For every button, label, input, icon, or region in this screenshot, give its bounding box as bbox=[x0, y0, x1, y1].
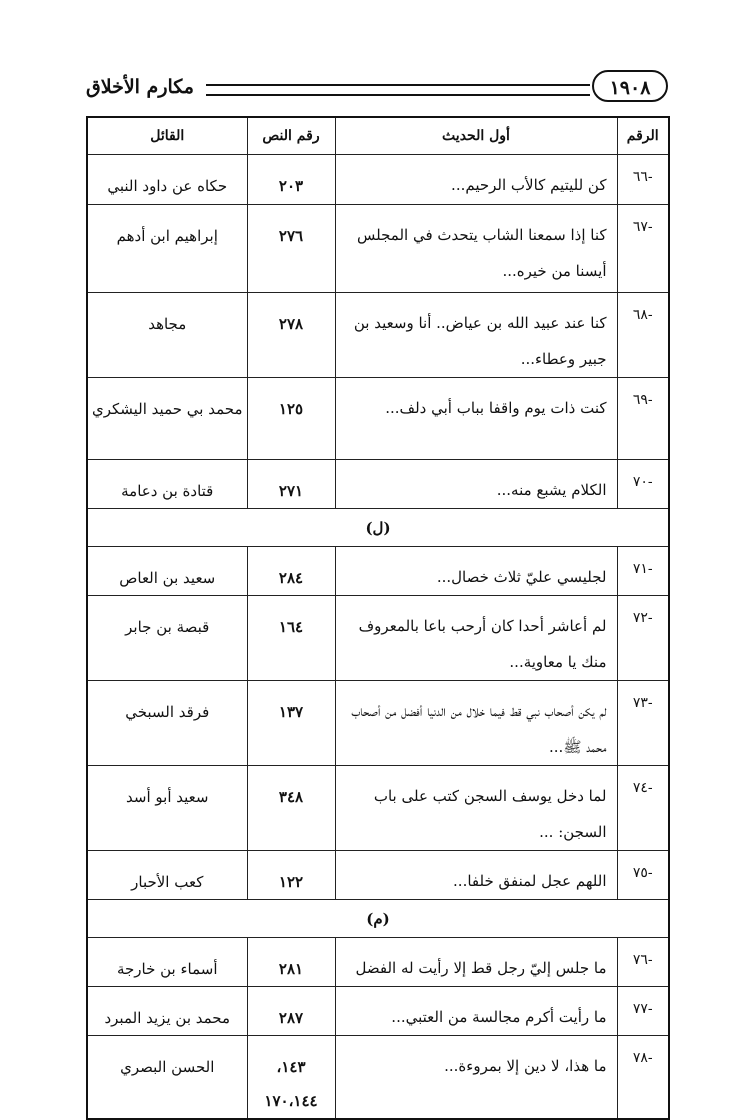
row-sayer: محمد بن يزيد المبرد bbox=[87, 987, 247, 1036]
row-ref: ١٣٧ bbox=[247, 681, 335, 766]
row-sayer: قتادة بن دعامة bbox=[87, 460, 247, 509]
row-num: -٧٦ bbox=[617, 938, 669, 987]
row-num: -٧٥ bbox=[617, 851, 669, 900]
row-first: ما هذا، لا دين إلا بمروءة... bbox=[335, 1036, 617, 1120]
row-sayer: سعيد أبو أسد bbox=[87, 766, 247, 851]
row-ref: ١٤٣، ١٧٠،١٤٤ bbox=[247, 1036, 335, 1120]
row-ref: ٢٧١ bbox=[247, 460, 335, 509]
section-row-lam bbox=[87, 509, 669, 547]
col-header-num: الرقم bbox=[617, 117, 669, 155]
row-sayer: الحسن البصري bbox=[87, 1036, 247, 1120]
row-first: لم أعاشر أحدا كان أرحب باعا بالمعروف منك يا معاوية... bbox=[335, 596, 617, 681]
row-first: لجليسي عليّ ثلاث خصال... bbox=[335, 547, 617, 596]
row-num: -٦٦ bbox=[617, 155, 669, 205]
row-num: -٧٤ bbox=[617, 766, 669, 851]
row-sayer: سعيد بن العاص bbox=[87, 547, 247, 596]
row-num: -٧٨ bbox=[617, 1036, 669, 1120]
table-row bbox=[87, 681, 669, 766]
row-sayer: حكاه عن داود النبي bbox=[87, 155, 247, 205]
table-row bbox=[87, 596, 669, 681]
row-num: -٧١ bbox=[617, 547, 669, 596]
row-num: -٧٧ bbox=[617, 987, 669, 1036]
table-row bbox=[87, 851, 669, 900]
row-first: ما رأيت أكرم مجالسة من العتبي... bbox=[335, 987, 617, 1036]
col-header-sayer: القائل bbox=[87, 117, 247, 155]
col-header-ref: رقم النص bbox=[247, 117, 335, 155]
page-header bbox=[86, 68, 668, 108]
row-num: -٦٧ bbox=[617, 205, 669, 293]
row-ref: ٢٧٦ bbox=[247, 205, 335, 293]
row-first: اللهم عجل لمنفق خلفا... bbox=[335, 851, 617, 900]
table-row bbox=[87, 205, 669, 293]
table-row bbox=[87, 293, 669, 378]
table-header-row bbox=[87, 117, 669, 155]
row-sayer: كعب الأحبار bbox=[87, 851, 247, 900]
table-row bbox=[87, 1036, 669, 1120]
table-row bbox=[87, 460, 669, 509]
row-sayer: إبراهيم ابن أدهم bbox=[87, 205, 247, 293]
header-rule bbox=[206, 84, 590, 96]
row-sayer: مجاهد bbox=[87, 293, 247, 378]
section-row-mim bbox=[87, 900, 669, 938]
row-num: -٧٣ bbox=[617, 681, 669, 766]
table-row bbox=[87, 766, 669, 851]
row-ref: ٢٨٤ bbox=[247, 547, 335, 596]
row-first: لم يكن أصحاب نبي قط فيما خلال من الدنيا أفضل من أصحاب محمد ﷺ... bbox=[335, 681, 617, 766]
row-first: كن لليتيم كالأب الرحيم... bbox=[335, 155, 617, 205]
table-row bbox=[87, 547, 669, 596]
table-row bbox=[87, 378, 669, 460]
row-sayer: محمد بي حميد اليشكري bbox=[87, 378, 247, 460]
row-ref: ٢٠٣ bbox=[247, 155, 335, 205]
row-sayer: قبصة بن جابر bbox=[87, 596, 247, 681]
row-sayer: فرقد السبخي bbox=[87, 681, 247, 766]
col-header-first: أول الحديث bbox=[335, 117, 617, 155]
row-first: كنا عند عبيد الله بن عياض.. أنا وسعيد بن جبير وعطاء... bbox=[335, 293, 617, 378]
table-row bbox=[87, 155, 669, 205]
row-first: الكلام يشبع منه... bbox=[335, 460, 617, 509]
row-num: -٦٨ bbox=[617, 293, 669, 378]
book-title: مكارم الأخلاق bbox=[86, 76, 194, 98]
row-ref: ١٢٢ bbox=[247, 851, 335, 900]
row-ref: ٢٨١ bbox=[247, 938, 335, 987]
row-num: -٧٢ bbox=[617, 596, 669, 681]
section-heading: (م) bbox=[87, 900, 669, 938]
row-first: ما جلس إليّ رجل قط إلا رأيت له الفضل bbox=[335, 938, 617, 987]
row-ref: ١٢٥ bbox=[247, 378, 335, 460]
row-ref: ٢٧٨ bbox=[247, 293, 335, 378]
table-row bbox=[87, 987, 669, 1036]
row-first: كنا إذا سمعنا الشاب يتحدث في المجلس أيسنا من خيره... bbox=[335, 205, 617, 293]
row-ref: ٣٤٨ bbox=[247, 766, 335, 851]
row-first: كنت ذات يوم واقفا بباب أبي دلف... bbox=[335, 378, 617, 460]
section-heading: (ل) bbox=[87, 509, 669, 547]
row-num: -٧٠ bbox=[617, 460, 669, 509]
row-ref: ٢٨٧ bbox=[247, 987, 335, 1036]
table-row bbox=[87, 938, 669, 987]
row-ref: ١٦٤ bbox=[247, 596, 335, 681]
index-table bbox=[86, 116, 670, 1120]
row-sayer: أسماء بن خارجة bbox=[87, 938, 247, 987]
page-number: ١٩٠٨ bbox=[592, 70, 668, 102]
row-num: -٦٩ bbox=[617, 378, 669, 460]
row-first: لما دخل يوسف السجن كتب على باب السجن: ... bbox=[335, 766, 617, 851]
